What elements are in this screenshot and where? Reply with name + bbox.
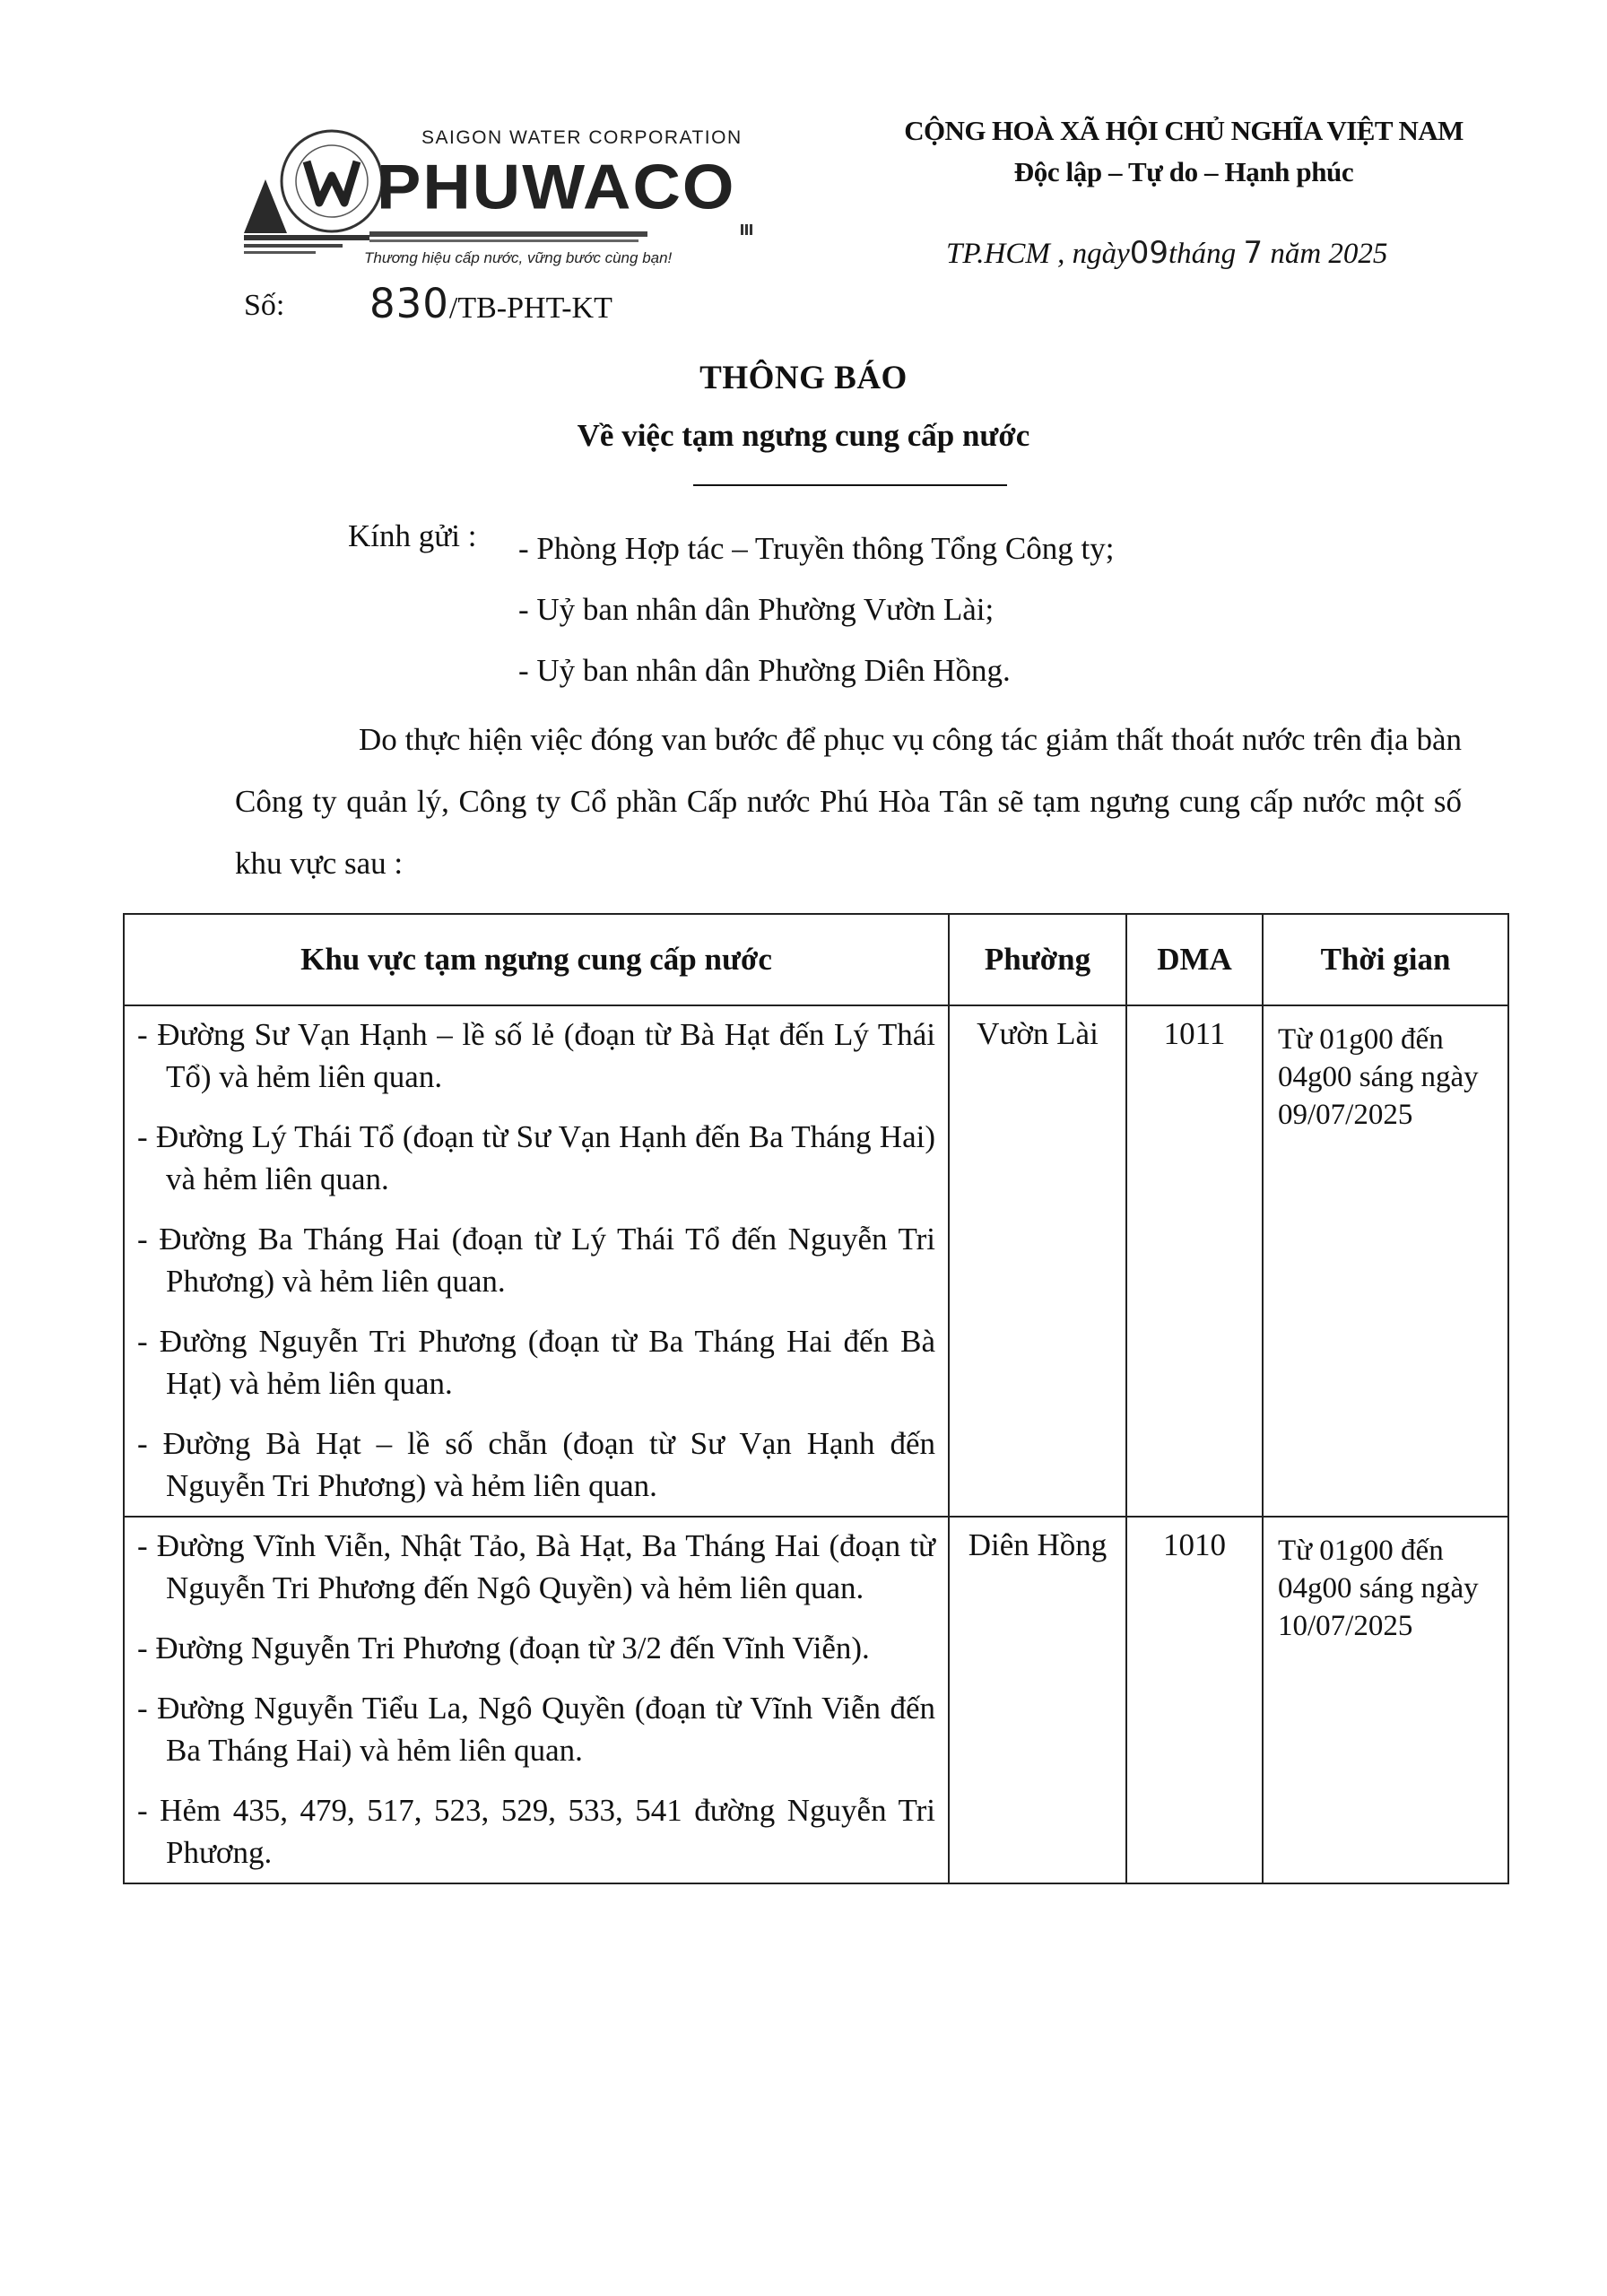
recipient-item: - Uỷ ban nhân dân Phường Diên Hồng. xyxy=(518,653,1011,688)
table-row xyxy=(124,1517,1508,1883)
title-divider xyxy=(693,484,1007,486)
ward-cell: Vườn Lài xyxy=(949,1005,1126,1517)
date-prefix: TP.HCM , ngày xyxy=(946,238,1130,270)
date-month: 7 xyxy=(1243,235,1264,271)
area-item: - Đường Nguyễn Tiểu La, Ngô Quyền (đoạn từ Vĩnh Viễn đến Ba Tháng Hai) và hẻm liên quan. xyxy=(137,1691,935,1768)
table-row xyxy=(124,1005,1508,1517)
ward-cell: Diên Hồng xyxy=(949,1517,1126,1883)
area-item: - Đường Bà Hạt – lề số chẵn (đoạn từ Sư Vạn Hạnh đến Nguyễn Tri Phương) và hẻm liên quan. xyxy=(137,1426,935,1503)
date-month-label: tháng xyxy=(1168,238,1237,270)
national-title: CỘNG HOÀ XÃ HỘI CHỦ NGHĨA VIỆT NAM xyxy=(904,115,1464,146)
dma-cell: 1010 xyxy=(1126,1517,1263,1883)
area-cell xyxy=(124,1005,949,1517)
area-item: - Đường Ba Tháng Hai (đoạn từ Lý Thái Tổ đến Nguyễn Tri Phương) và hẻm liên quan. xyxy=(137,1222,935,1299)
national-motto: Độc lập – Tự do – Hạnh phúc xyxy=(1013,156,1354,187)
time-cell: Từ 01g00 đến 04g00 sáng ngày 10/07/2025 xyxy=(1263,1517,1508,1883)
document-title: THÔNG BÁO xyxy=(699,360,908,396)
company-slogan: Thương hiệu cấp nước, vững bước cùng bạn! xyxy=(364,249,673,266)
area-item: - Đường Nguyễn Tri Phương (đoạn từ 3/2 đến Vĩnh Viễn). xyxy=(137,1631,870,1665)
recipients-list xyxy=(518,518,1114,701)
brand-name: PHUWACO xyxy=(377,151,736,222)
time-cell: Từ 01g00 đến 04g00 sáng ngày 09/07/2025 xyxy=(1263,1005,1508,1517)
date-year: năm 2025 xyxy=(1270,238,1388,270)
document-subtitle: Về việc tạm ngưng cung cấp nước xyxy=(577,418,1030,453)
recipient-item: - Uỷ ban nhân dân Phường Vườn Lài; xyxy=(518,592,995,627)
issue-date xyxy=(946,235,1387,271)
header-area: Khu vực tạm ngưng cung cấp nước xyxy=(124,914,949,1005)
area-item: - Đường Sư Vạn Hạnh – lề số lẻ (đoạn từ Bà Hạt đến Lý Thái Tổ) và hẻm liên quan. xyxy=(137,1017,935,1094)
header-ward: Phường xyxy=(949,914,1126,1005)
area-item: - Đường Vĩnh Viễn, Nhật Tảo, Bà Hạt, Ba Tháng Hai (đoạn từ Nguyễn Tri Phương đến Ngô Quyền) và hẻm liên quan. xyxy=(137,1528,935,1605)
area-item: - Đường Lý Thái Tổ (đoạn từ Sư Vạn Hạnh đến Ba Tháng Hai) và hẻm liên quan. xyxy=(137,1119,935,1196)
area-item: - Hẻm 435, 479, 517, 523, 529, 533, 541 đường Nguyễn Tri Phương. xyxy=(137,1793,935,1870)
recipient-item: - Phòng Hợp tác – Truyền thông Tổng Công ty; xyxy=(518,531,1115,566)
reference-label: Số: xyxy=(244,289,285,322)
area-cell xyxy=(124,1517,949,1883)
reference-number-handwritten: 830 xyxy=(369,280,449,327)
recipients-label: Kính gửi : xyxy=(348,518,477,553)
table-header-row xyxy=(124,914,1508,1005)
dma-cell: 1011 xyxy=(1126,1005,1263,1517)
area-item: - Đường Nguyễn Tri Phương (đoạn từ Ba Tháng Hai đến Bà Hạt) và hẻm liên quan. xyxy=(137,1324,935,1401)
header-dma: DMA xyxy=(1126,914,1263,1005)
reference-number xyxy=(369,280,612,327)
header-time: Thời gian xyxy=(1263,914,1508,1005)
outage-table xyxy=(123,913,1509,1884)
intro-paragraph: Do thực hiện việc đóng van bước để phục vụ công tác giảm thất thoát nước trên địa bàn Công ty quản lý, Công ty Cổ phần Cấp nước Phú Hòa Tân sẽ tạm ngưng cung cấp nước một số khu vực sau : xyxy=(235,722,1462,881)
date-day: 09 xyxy=(1129,235,1169,271)
corporation-name: SAIGON WATER CORPORATION xyxy=(421,127,743,148)
reference-suffix: /TB-PHT-KT xyxy=(448,291,612,325)
